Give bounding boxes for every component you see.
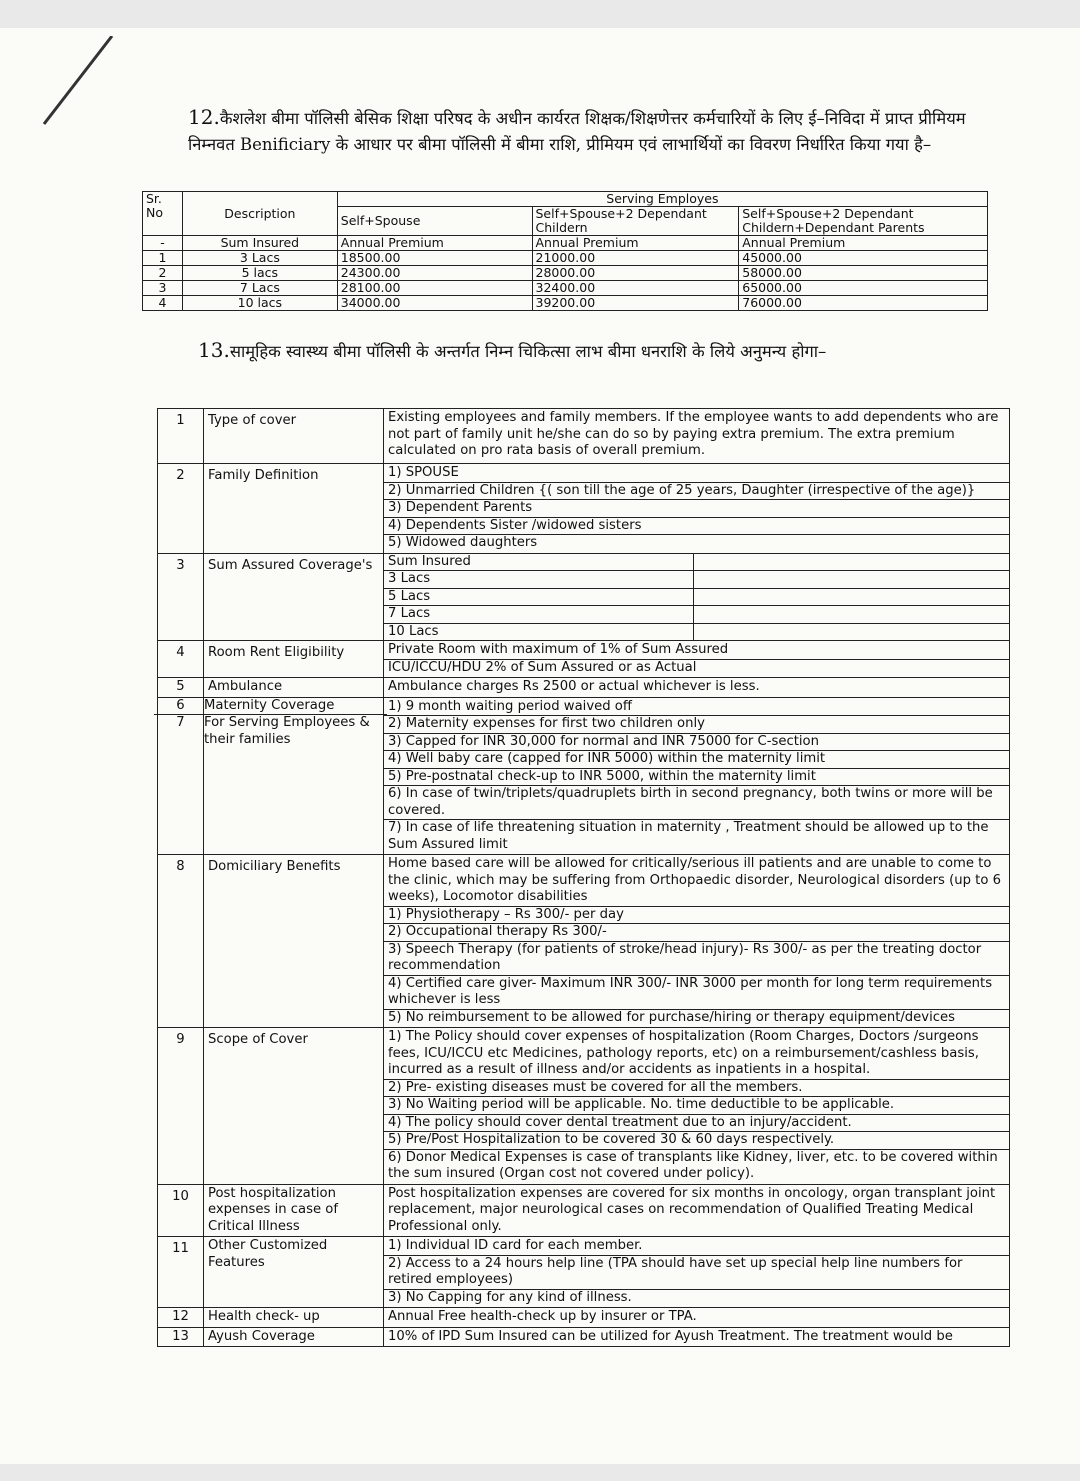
subheader-premium-3: Annual Premium — [739, 236, 988, 251]
table-row — [158, 1028, 1010, 1185]
table-row — [158, 553, 1010, 641]
list-item: 1) Physiotherapy – Rs 300/- per day — [384, 906, 1009, 924]
table-row — [158, 1327, 1010, 1347]
row-number: 12 — [158, 1308, 204, 1328]
row-content — [384, 641, 1010, 678]
list-item: ICU/ICCU/HDU 2% of Sum Assured or as Actual — [384, 659, 1009, 677]
row-content — [384, 553, 1010, 641]
row-content — [384, 409, 1010, 464]
list-item: 2) Access to a 24 hours help line (TPA should have set up special help line numbers for retired employees) — [384, 1255, 1009, 1289]
row-content — [384, 1308, 1010, 1328]
header-self-spouse-children: Self+Spouse+2 Dependant Childern — [532, 207, 739, 236]
list-item: Ambulance charges Rs 2500 or actual whichever is less. — [388, 679, 760, 694]
table-row — [143, 251, 988, 266]
row-content — [384, 855, 1010, 1028]
row-premium-1: 28100.00 — [337, 281, 532, 296]
row-content — [384, 464, 1010, 554]
list-item: 3) No Waiting period will be applicable. No. time deductible to be applicable. — [384, 1096, 1009, 1114]
list-item: 1) Individual ID card for each member. — [388, 1238, 643, 1253]
row-sr: 4 — [143, 296, 183, 311]
premium-table — [142, 191, 988, 311]
list-item: 6) Donor Medical Expenses is case of transplants like Kidney, liver, etc. to be covered within the sum insured (Organ cost not covered under policy). — [384, 1149, 1009, 1183]
table-row — [158, 678, 1010, 698]
section-13-text: सामूहिक स्वास्थ्य बीमा पॉलिसी के अन्तर्गत निम्न चिकित्सा लाभ बीमा धनराशि के लिये अनुमन्य होगा– — [229, 342, 827, 361]
list-item: 1) The Policy should cover expenses of hospitalization (Room Charges, Doctors /surgeons fees, ICU/ICCU etc Medicines, pathology reports, etc) on a reimbursement/cashless basis, incurred as a result of illness and/or accidents as inpatients in a hospital. — [388, 1029, 979, 1077]
row-content — [384, 697, 1010, 855]
row-number: 4 — [158, 641, 204, 678]
row-premium-2: 28000.00 — [532, 266, 739, 281]
table-row — [158, 1184, 1010, 1237]
table-row — [158, 697, 1010, 855]
table-row — [158, 464, 1010, 554]
row-label: Post hospitalization expenses in case of Critical Illness — [204, 1184, 384, 1237]
section-12-number: 12. — [188, 105, 220, 129]
list-item: 10% of IPD Sum Insured can be utilized for Ayush Treatment. The treatment would be — [388, 1328, 953, 1344]
table-row — [158, 409, 1010, 464]
list-item: 3 Lacs — [384, 570, 694, 588]
row-number: 2 — [158, 464, 204, 554]
row-label-7: For Serving Employees & their families — [200, 714, 387, 748]
row-number: 3 — [158, 553, 204, 641]
list-item: 4) Well baby care (capped for INR 5000) within the maternity limit — [384, 750, 1009, 768]
list-item: Sum Insured — [384, 554, 694, 571]
row-content — [384, 1184, 1010, 1237]
row-label: Family Definition — [204, 464, 384, 554]
list-item: 2) Occupational therapy Rs 300/- — [384, 923, 1009, 941]
list-item: 1) SPOUSE — [388, 465, 459, 480]
row-number: 13 — [158, 1327, 204, 1347]
row-number-7: 7 — [154, 714, 207, 732]
subheader-srno: - — [143, 236, 183, 251]
row-label: Ayush Coverage — [204, 1327, 384, 1347]
row-number: 10 — [158, 1184, 204, 1237]
section-12-text: कैशलेश बीमा पॉलिसी बेसिक शिक्षा परिषद के अधीन कार्यरत शिक्षक/शिक्षणेत्तर कर्मचारियों के लिए ई–निविदा में प्राप्त प्रीमियम निम्नवत Benificiary के आधार पर बीमा पॉलिसी में बीमा राशि, प्रीमियम एवं लाभार्थियों का विवरण निर्धारित किया गया है– — [188, 109, 966, 154]
list-item: 5) Pre/Post Hospitalization to be covered 30 & 60 days respectively. — [384, 1131, 1009, 1149]
row-label — [204, 697, 384, 855]
list-item: 4) The policy should cover dental treatment due to an injury/accident. — [384, 1114, 1009, 1132]
row-sum-insured: 7 Lacs — [182, 281, 337, 296]
row-premium-2: 21000.00 — [532, 251, 739, 266]
row-label: Ambulance — [204, 678, 384, 698]
row-content — [384, 1028, 1010, 1185]
row-number: 11 — [158, 1237, 204, 1308]
row-premium-3: 45000.00 — [739, 251, 988, 266]
list-item: Home based care will be allowed for critically/serious ill patients and are unable to come to the clinic, which may be suffering from Orthopaedic disorder, Neurological disorders (up to 6 weeks), Locomotor disabilities — [388, 856, 1001, 904]
row-number: 8 — [158, 855, 204, 1028]
row-sr: 3 — [143, 281, 183, 296]
row-premium-3: 76000.00 — [739, 296, 988, 311]
list-item: 5) Widowed daughters — [384, 534, 1009, 552]
row-number: 9 — [158, 1028, 204, 1185]
subheader-premium-1: Annual Premium — [337, 236, 532, 251]
row-content — [384, 1237, 1010, 1308]
table-row — [143, 266, 988, 281]
list-item: 2) Unmarried Children {( son till the age of 25 years, Daughter (irrespective of the age)} — [384, 482, 1009, 500]
header-self-spouse-children-parents: Self+Spouse+2 Dependant Childern+Dependant Parents — [739, 207, 988, 236]
row-content — [384, 678, 1010, 698]
row-sr: 2 — [143, 266, 183, 281]
benefits-table — [157, 408, 1010, 1347]
table-row — [143, 281, 988, 296]
header-srno: Sr. No — [143, 192, 183, 236]
list-item: Post hospitalization expenses are covered for six months in oncology, organ transplant joint replacement, major neurological cases on recommendation of Qualified Treating Medical Professional only. — [388, 1185, 996, 1234]
list-item: 3) Speech Therapy (for patients of stroke/head injury)- Rs 300/- as per the treating doctor recommendation — [384, 941, 1009, 975]
row-label: Domiciliary Benefits — [204, 855, 384, 1028]
list-item: 5) No reimbursement to be allowed for purchase/hiring or therapy equipment/devices — [384, 1009, 1009, 1027]
list-item: 3) Capped for INR 30,000 for normal and INR 75000 for C-section — [384, 733, 1009, 751]
row-premium-3: 65000.00 — [739, 281, 988, 296]
row-content — [384, 1327, 1010, 1347]
header-serving-employes: Serving Employes — [337, 192, 987, 207]
row-sum-insured: 5 lacs — [182, 266, 337, 281]
list-item: 1) 9 month waiting period waived off — [388, 698, 632, 714]
row-premium-2: 39200.00 — [532, 296, 739, 311]
list-item: 4) Dependents Sister /widowed sisters — [384, 517, 1009, 535]
list-item: 6) In case of twin/triplets/quadruplets birth in second pregnancy, both twins or more will be covered. — [384, 785, 1009, 819]
list-item: Annual Free health-check up by insurer or TPA. — [388, 1309, 697, 1324]
row-premium-1: 24300.00 — [337, 266, 532, 281]
list-item: 7 Lacs — [384, 605, 694, 623]
list-item: Private Room with maximum of 1% of Sum Assured — [388, 642, 729, 657]
row-number — [158, 697, 204, 855]
row-number-6: 6 — [176, 697, 185, 713]
row-label: Type of cover — [204, 409, 384, 464]
table-row — [158, 1308, 1010, 1328]
section-13-heading — [198, 338, 998, 364]
header-description: Description — [182, 192, 337, 236]
table-row — [158, 1237, 1010, 1308]
list-item: 3) Dependent Parents — [384, 499, 1009, 517]
row-number: 5 — [158, 678, 204, 698]
table-row — [158, 641, 1010, 678]
list-item: 3) No Capping for any kind of illness. — [384, 1289, 1009, 1307]
row-label: Other Customized Features — [204, 1237, 384, 1308]
header-self-spouse: Self+Spouse — [337, 207, 532, 236]
cover-text: Existing employees and family members. If the employee wants to add dependents who are not part of family unit he/she can do so by paying extra premium. The extra premium calculated on pro rata basis of overall premium. — [388, 410, 999, 458]
table-row — [158, 855, 1010, 1028]
row-premium-2: 32400.00 — [532, 281, 739, 296]
list-item: 4) Certified care giver- Maximum INR 300/- INR 3000 per month for long term requirements whichever is less — [384, 975, 1009, 1009]
table-row — [143, 296, 988, 311]
row-sum-insured: 10 lacs — [182, 296, 337, 311]
row-sr: 1 — [143, 251, 183, 266]
row-sum-insured: 3 Lacs — [182, 251, 337, 266]
row-label-6: Maternity Coverage — [204, 697, 335, 713]
list-item: 5) Pre-postnatal check-up to INR 5000, within the maternity limit — [384, 768, 1009, 786]
row-label: Room Rent Eligibility — [204, 641, 384, 678]
list-item: 10 Lacs — [384, 623, 694, 641]
list-item: 5 Lacs — [384, 588, 694, 606]
row-premium-1: 18500.00 — [337, 251, 532, 266]
subheader-premium-2: Annual Premium — [532, 236, 739, 251]
row-label: Health check- up — [204, 1308, 384, 1328]
row-premium-3: 58000.00 — [739, 266, 988, 281]
list-item: 7) In case of life threatening situation in maternity , Treatment should be allowed up to the Sum Assured limit — [384, 819, 1009, 853]
row-number: 1 — [158, 409, 204, 464]
section-12-heading — [188, 104, 988, 158]
list-item: 2) Pre- existing diseases must be covered for all the members. — [384, 1079, 1009, 1097]
row-premium-1: 34000.00 — [337, 296, 532, 311]
section-13-number: 13. — [198, 338, 230, 362]
row-label: Sum Assured Coverage's — [204, 553, 384, 641]
page-fold-mark — [40, 36, 120, 126]
list-item: 2) Maternity expenses for first two children only — [384, 715, 1009, 733]
subheader-sum-insured: Sum Insured — [182, 236, 337, 251]
row-label: Scope of Cover — [204, 1028, 384, 1185]
